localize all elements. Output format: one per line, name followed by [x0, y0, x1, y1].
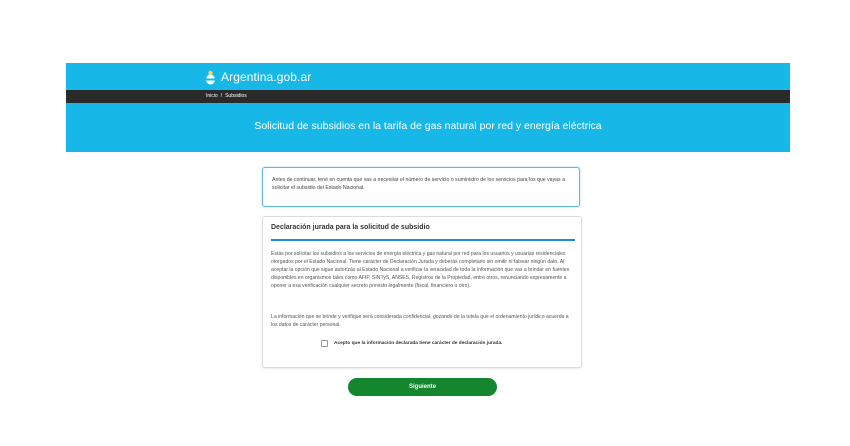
- accept-declaration-row[interactable]: [321, 340, 502, 347]
- accept-declaration-label[interactable]: Acepto que la información declarada tiene carácter de declaración jurada.: [334, 341, 503, 346]
- declaration-card: [262, 216, 582, 368]
- accept-declaration-checkbox[interactable]: [321, 340, 328, 347]
- page-title: Solicitud de subsidios en la tarifa de gas natural por red y energía eléctrica: [254, 120, 602, 132]
- declaration-title: Declaración jurada para la solicitud de subsidio: [271, 224, 430, 231]
- declaration-paragraph-2: La información que se brinde y verifique será considerada confidencial, gozando de la tutela que el ordenamiento jurídico acuerda a los datos de carácter personal.: [271, 314, 569, 328]
- breadcrumb-bar: [66, 90, 790, 103]
- site-logo[interactable]: [205, 67, 311, 87]
- breadcrumb-separator: /: [220, 93, 223, 99]
- site-header: [66, 63, 790, 90]
- breadcrumb-item-subsidios: Subsidios: [225, 93, 247, 99]
- page-banner: [66, 103, 790, 152]
- next-button[interactable]: Siguiente: [348, 378, 497, 396]
- info-notice: [262, 167, 580, 207]
- notice-text: Antes de continuar, tené en cuenta que vas a necesitar el número de servicio o suministro de los servicios para los que vayas a solicitar el subsidio del Estado Nacional.: [272, 177, 565, 191]
- title-underline: [271, 239, 575, 241]
- coat-of-arms-icon: [205, 70, 216, 85]
- logo-text: Argentina.gob.ar: [221, 70, 312, 84]
- breadcrumb: [206, 93, 247, 99]
- declaration-paragraph-1: Estás por solicitar los subsidios a los servicios de energía eléctrica y gas natural por red para los usuarios y usuarias residenciales otorgados por el Estado Nacional. Tiene carácter de Declaración Jurada y deberás completarlo sin omitir ni falsear ningún dato. Al aceptar la opción que sigue autorizás al Estado Nacional a verificar la veracidad de toda la información que vas a brindar en fuentes disponibles en organismos tales como AFIP, SINTyS, ANSES, Registros de la Propiedad, entre otros, renunciando expresamente a oponer a esa verificación cualquier secreto previsto legalmente (fiscal, financiero u otro).: [271, 251, 570, 289]
- breadcrumb-item-inicio[interactable]: Inicio: [206, 93, 218, 99]
